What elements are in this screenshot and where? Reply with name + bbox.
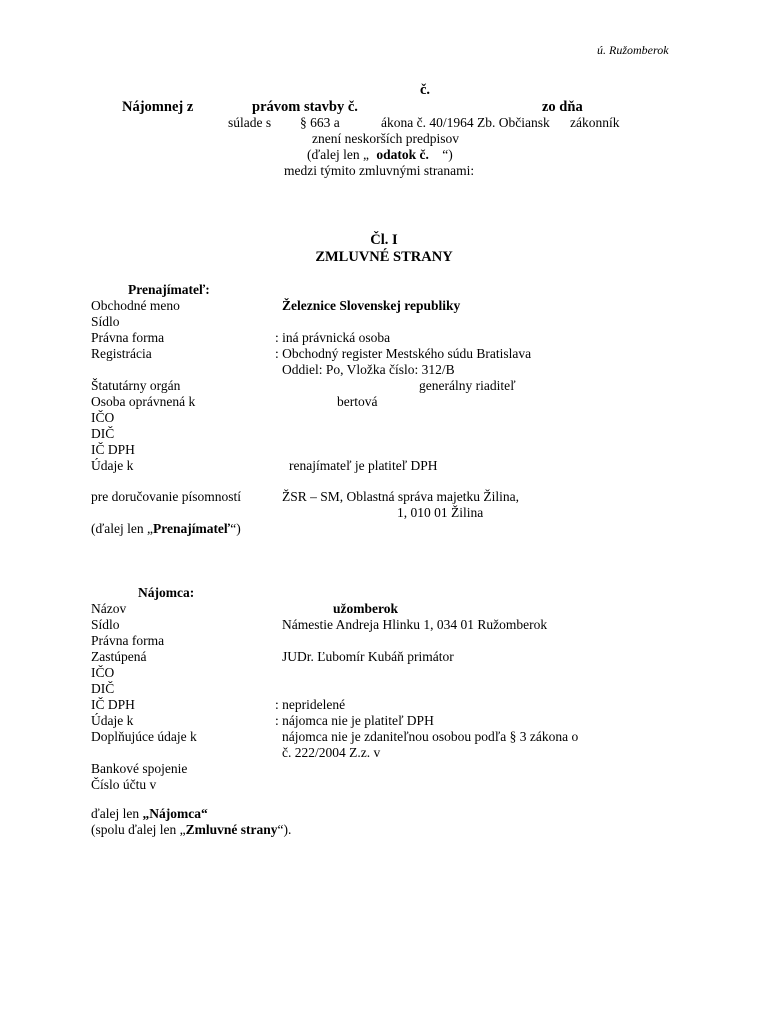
tenant-name-value: užomberok (333, 601, 399, 616)
landlord-delivery-label: pre doručovanie písomností (91, 489, 241, 504)
contract-number-mark: č. (420, 82, 431, 98)
header-location: ú. Ružomberok (597, 43, 669, 57)
landlord-ico-label: IČO (91, 410, 115, 425)
title-line2-c: ákona č. 40/1964 Zb. Občiansk (381, 115, 550, 130)
tenant-dic-label: DIČ (91, 681, 115, 696)
title-line2-a: súlade s (228, 115, 272, 130)
article-number: Čl. I (370, 232, 398, 248)
landlord-alias-b: Prenajímateľ (152, 521, 231, 536)
landlord-registration-value: : Obchodný register Mestského súdu Bratislava (275, 346, 532, 361)
landlord-name-label: Obchodné meno (91, 298, 180, 313)
title-line2-d: zákonník (570, 115, 620, 130)
tenant-heading: Nájomca: (138, 585, 195, 600)
landlord-statutory-value: generálny riaditeľ (419, 378, 516, 393)
tenant-seat-label: Sídlo (91, 617, 120, 632)
landlord-legal-form-label: Právna forma (91, 330, 165, 345)
title-line4 (307, 147, 453, 163)
tenant-alias (91, 806, 208, 822)
landlord-name-value: Železnice Slovenskej republiky (282, 298, 461, 313)
title-line2-b: § 663 a (300, 115, 340, 130)
title-line4-c: “) (442, 147, 453, 162)
title-line4-a: (ďalej len „ (307, 147, 369, 162)
tenant-extra-value: nájomca nie je zdaniteľnou osobou podľa § 3 zákona o (282, 729, 579, 744)
tenant-ico-label: IČO (91, 665, 115, 680)
landlord-seat-label: Sídlo (91, 314, 120, 329)
landlord-registration-value2: Oddiel: Po, Vložka číslo: 312/B (282, 362, 455, 377)
tenant-name-label: Názov (91, 601, 127, 616)
landlord-registration-label: Registrácia (91, 346, 152, 361)
landlord-delivery-value: ŽSR – SM, Oblastná správa majetku Žilina, (282, 489, 519, 504)
tenant-alias-a: ďalej len (91, 806, 143, 821)
landlord-dic-label: DIČ (91, 426, 115, 441)
landlord-alias (91, 521, 241, 537)
landlord-authorized-value: bertová (337, 394, 378, 409)
landlord-statutory-label: Štatutárny orgán (91, 378, 181, 393)
landlord-legal-form-value: : iná právnická osoba (275, 330, 391, 345)
joint-alias-a: (spolu ďalej len „ (91, 822, 186, 837)
tenant-represented-label: Zastúpená (91, 649, 147, 664)
landlord-alias-c: “) (230, 521, 241, 536)
joint-alias-b: Zmluvné strany (185, 822, 278, 837)
tenant-account-label: Číslo účtu v (91, 777, 157, 792)
landlord-alias-a: (ďalej len „ (91, 521, 153, 536)
landlord-data-value: renajímateľ je platiteľ DPH (289, 458, 438, 473)
title-part-3: zo dňa (542, 99, 583, 115)
article-heading: ZMLUVNÉ STRANY (315, 249, 453, 265)
joint-alias-c: “). (277, 822, 292, 837)
title-line4-b: odatok č. (376, 147, 429, 162)
title-part-1: Nájomnej z (122, 99, 194, 115)
tenant-extra-value2: č. 222/2004 Z.z. v (282, 745, 381, 760)
tenant-alias-b: „Nájomca“ (142, 806, 208, 821)
tenant-bank-label: Bankové spojenie (91, 761, 188, 776)
landlord-authorized-label: Osoba oprávnená k (91, 394, 196, 409)
landlord-delivery-value2: 1, 010 01 Žilina (397, 505, 484, 520)
tenant-icdph-label: IČ DPH (91, 697, 135, 712)
tenant-represented-value: JUDr. Ľubomír Kubáň primátor (282, 649, 454, 664)
title-line3: znení neskorších predpisov (312, 131, 459, 146)
landlord-data-label: Údaje k (91, 458, 134, 473)
tenant-data-value: : nájomca nie je platiteľ DPH (275, 713, 434, 728)
title-line5: medzi týmito zmluvnými stranami: (284, 163, 475, 178)
tenant-legal-form-label: Právna forma (91, 633, 165, 648)
landlord-icdph-label: IČ DPH (91, 442, 135, 457)
tenant-extra-label: Doplňujúce údaje k (91, 729, 197, 744)
landlord-heading: Prenajímateľ: (128, 282, 210, 297)
tenant-seat-value: Námestie Andreja Hlinku 1, 034 01 Ružomberok (282, 617, 548, 632)
tenant-data-label: Údaje k (91, 713, 134, 728)
joint-alias (91, 822, 291, 838)
tenant-icdph-value: : nepridelené (275, 697, 346, 712)
title-part-2: právom stavby č. (252, 99, 358, 115)
